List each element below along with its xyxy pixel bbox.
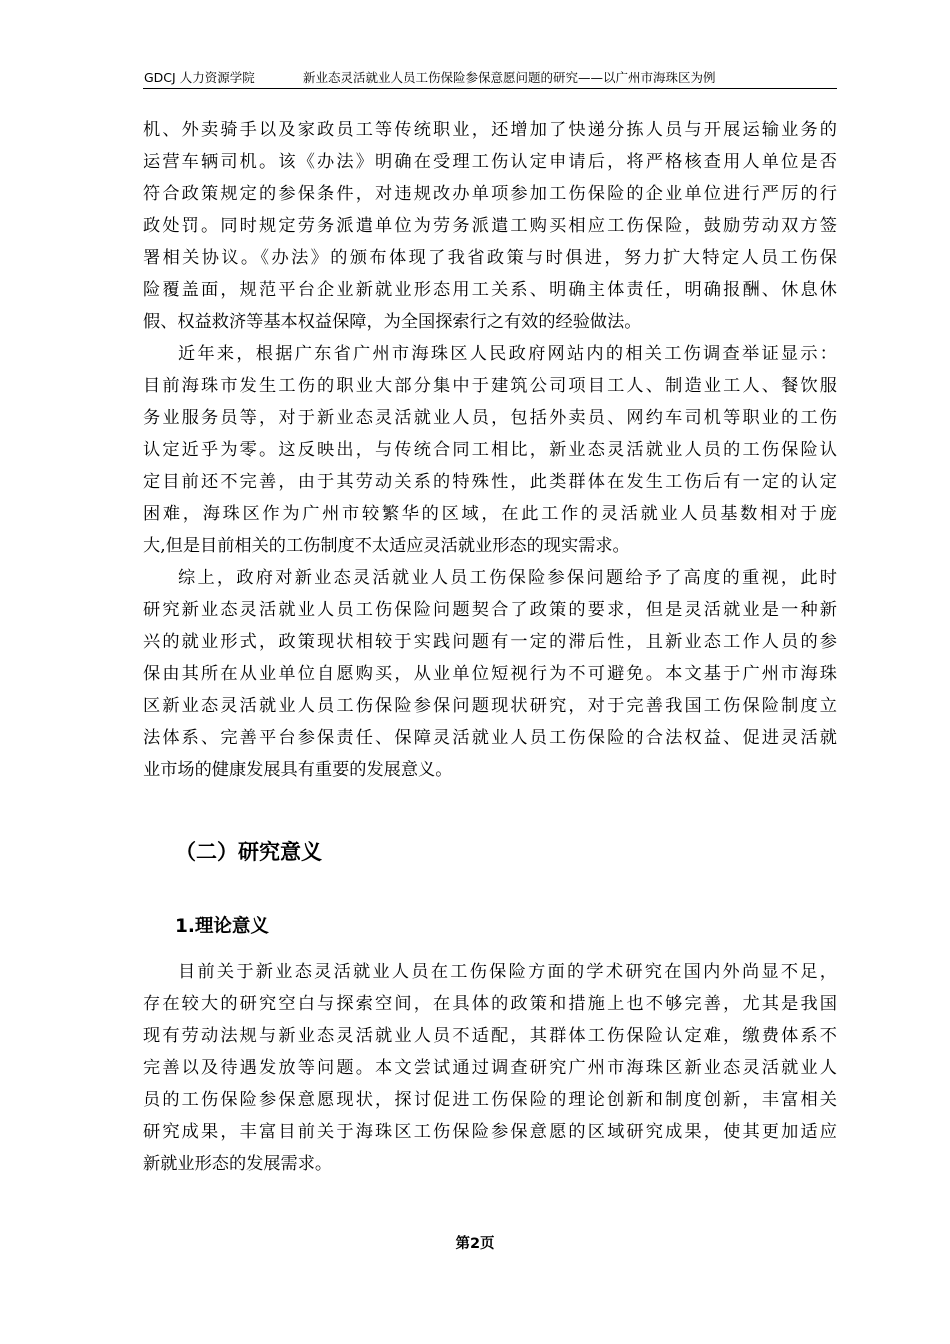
- text-line: 业市场的健康发展具有重要的发展意义。: [143, 760, 453, 780]
- text-line: 目前海珠市发生工伤的职业大部分集中于建筑公司项目工人、制造业工人、餐饮服: [143, 376, 837, 396]
- text-line: 区新业态灵活就业人员工伤保险参保问题现状研究，对于完善我国工伤保险制度立: [143, 696, 837, 716]
- paragraph-2: [143, 338, 837, 562]
- text-line: 大,但是目前相关的工伤制度不太适应灵活就业形态的现实需求。: [143, 536, 630, 556]
- text-line: 假、权益救济等基本权益保障，为全国探索行之有效的经验做法。: [143, 312, 642, 332]
- header-institution: GDCJ 人力资源学院: [144, 70, 255, 85]
- text-line: 新就业形态的发展需求。: [143, 1154, 333, 1174]
- paragraph-1: [143, 114, 837, 338]
- subsection-heading: 1.理论意义: [175, 916, 269, 937]
- text-line: 认定近乎为零。这反映出，与传统合同工相比，新业态灵活就业人员的工伤保险认: [143, 440, 837, 460]
- section-heading: （二）研究意义: [175, 840, 322, 864]
- text-line: 险覆盖面，规范平台企业新就业形态用工关系、明确主体责任，明确报酬、休息休: [143, 280, 837, 300]
- text-line: 研究成果，丰富目前关于海珠区工伤保险参保意愿的区域研究成果，使其更加适应: [143, 1122, 837, 1142]
- text-line: 困难，海珠区作为广州市较繁华的区域，在此工作的灵活就业人员基数相对于庞: [143, 504, 837, 524]
- text-line: 署相关协议。《办法》的颁布体现了我省政策与时俱进，努力扩大特定人员工伤保: [143, 248, 837, 268]
- header-paper-title: 新业态灵活就业人员工伤保险参保意愿问题的研究——以广州市海珠区为例: [303, 70, 716, 85]
- text-line: 研究新业态灵活就业人员工伤保险问题契合了政策的要求，但是灵活就业是一种新: [143, 600, 837, 620]
- theory-paragraph: [143, 956, 837, 1180]
- text-line: 符合政策规定的参保条件，对违规改办单项参加工伤保险的企业单位进行严厉的行: [143, 184, 837, 204]
- paragraph-3: [143, 562, 837, 786]
- running-header: [143, 66, 837, 89]
- text-line: 保由其所在从业单位自愿购买，从业单位短视行为不可避免。本文基于广州市海珠: [143, 664, 837, 684]
- page-number: 第2页: [455, 1236, 495, 1252]
- text-line: 现有劳动法规与新业态灵活就业人员不适配，其群体工伤保险认定难，缴费体系不: [143, 1026, 837, 1046]
- text-line: 定目前还不完善，由于其劳动关系的特殊性，此类群体在发生工伤后有一定的认定: [143, 472, 837, 492]
- text-line: 法体系、完善平台参保责任、保障灵活就业人员工伤保险的合法权益、促进灵活就: [143, 728, 837, 748]
- intro-paragraphs: [143, 114, 837, 786]
- text-line: 完善以及待遇发放等问题。本文尝试通过调查研究广州市海珠区新业态灵活就业人: [143, 1058, 837, 1078]
- text-line: 目前关于新业态灵活就业人员在工伤保险方面的学术研究在国内外尚显不足，: [178, 962, 837, 982]
- text-line: 政处罚。同时规定劳务派遣单位为劳务派遣工购买相应工伤保险，鼓励劳动双方签: [143, 216, 837, 236]
- text-line: 近年来，根据广东省广州市海珠区人民政府网站内的相关工伤调查举证显示：: [178, 344, 837, 364]
- text-line: 兴的就业形式，政策现状相较于实践问题有一定的滞后性，且新业态工作人员的参: [143, 632, 837, 652]
- text-line: 员的工伤保险参保意愿现状，探讨促进工伤保险的理论创新和制度创新，丰富相关: [143, 1090, 837, 1110]
- text-line: 务业服务员等，对于新业态灵活就业人员，包括外卖员、网约车司机等职业的工伤: [143, 408, 837, 428]
- text-line: 机、外卖骑手以及家政员工等传统职业，还增加了快递分拣人员与开展运输业务的: [143, 120, 837, 140]
- text-line: 综上，政府对新业态灵活就业人员工伤保险参保问题给予了高度的重视，此时: [178, 568, 837, 588]
- text-line: 存在较大的研究空白与探索空间，在具体的政策和措施上也不够完善，尤其是我国: [143, 994, 837, 1014]
- text-line: 运营车辆司机。该《办法》明确在受理工伤认定申请后，将严格核查用人单位是否: [143, 152, 837, 172]
